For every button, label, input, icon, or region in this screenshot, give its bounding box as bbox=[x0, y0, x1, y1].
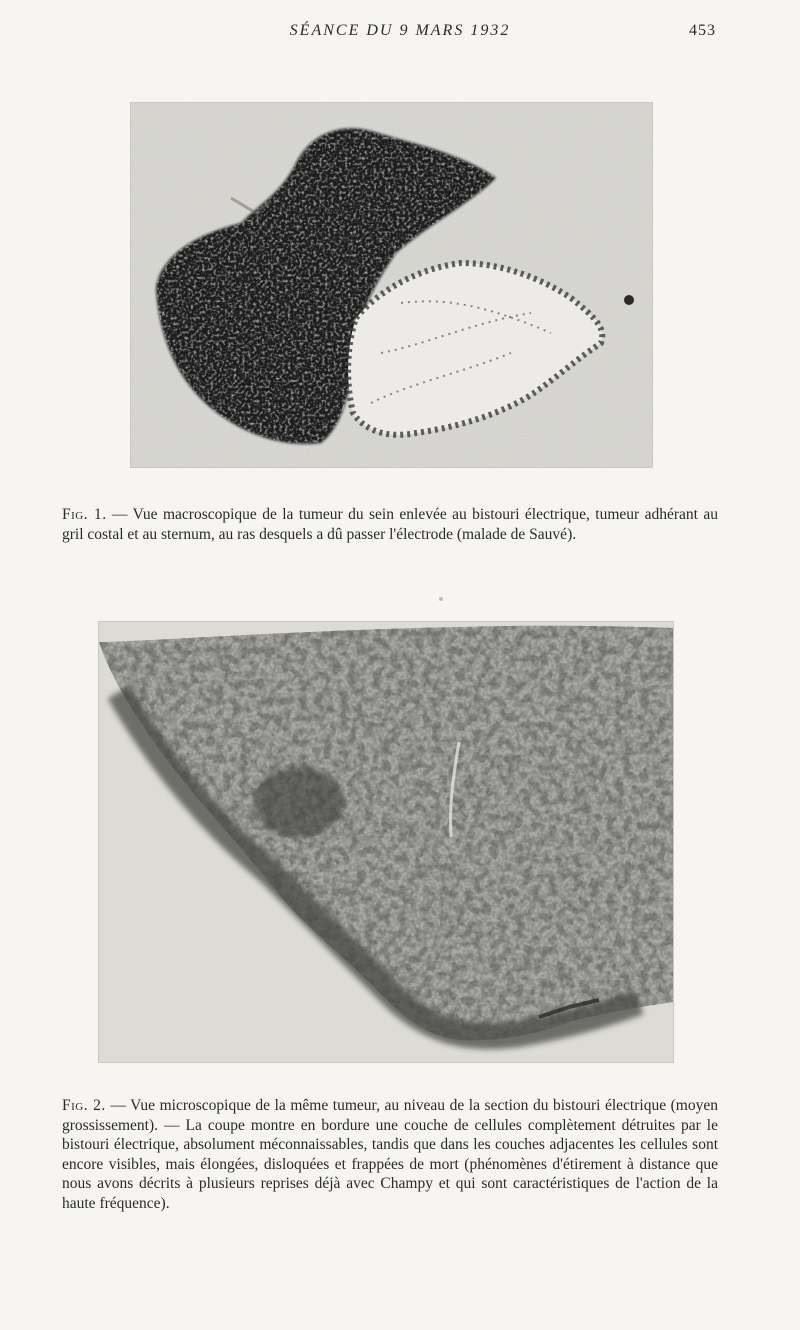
running-title: SÉANCE DU 9 MARS 1932 bbox=[289, 22, 511, 39]
figure-2-caption bbox=[62, 1096, 718, 1213]
figure-1-caption-text: — Vue macroscopique de la tumeur du sein enlevée au bistouri électrique, tumeur adhérant au gril costal et au sternum, au ras desquels a dû passer l'électrode (malade de Sauvé). bbox=[62, 506, 718, 543]
figure-1-macroscopic-photo bbox=[130, 102, 653, 468]
page-number: 453 bbox=[689, 22, 716, 39]
figure-1-caption bbox=[62, 505, 718, 544]
figure-1-label: Fig. 1. bbox=[62, 506, 107, 523]
micrograph-image bbox=[99, 622, 673, 1062]
print-speck bbox=[439, 597, 443, 601]
tumor-photo-image bbox=[131, 103, 652, 467]
figure-2-microscopic-photo bbox=[98, 621, 674, 1063]
figure-2-label: Fig. 2. bbox=[62, 1097, 106, 1114]
figure-2-caption-text: — Vue microscopique de la même tumeur, au niveau de la section du bistouri électrique (moyen grossissement). — La coupe montre en bordure une couche de cellules complètement détruites par le bistouri électrique, absolument méconnaissables, tandis que dans les couches adjacentes les cellules sont encore visibles, mais élongées, disloquées et frappées de mort (phénomènes d'étirement à distance que nous avons décrits à plusieurs reprises déjà avec Champy et qui sont caractéristiques de l'action de la haute fréquence). bbox=[62, 1097, 718, 1212]
page-header bbox=[0, 22, 800, 46]
